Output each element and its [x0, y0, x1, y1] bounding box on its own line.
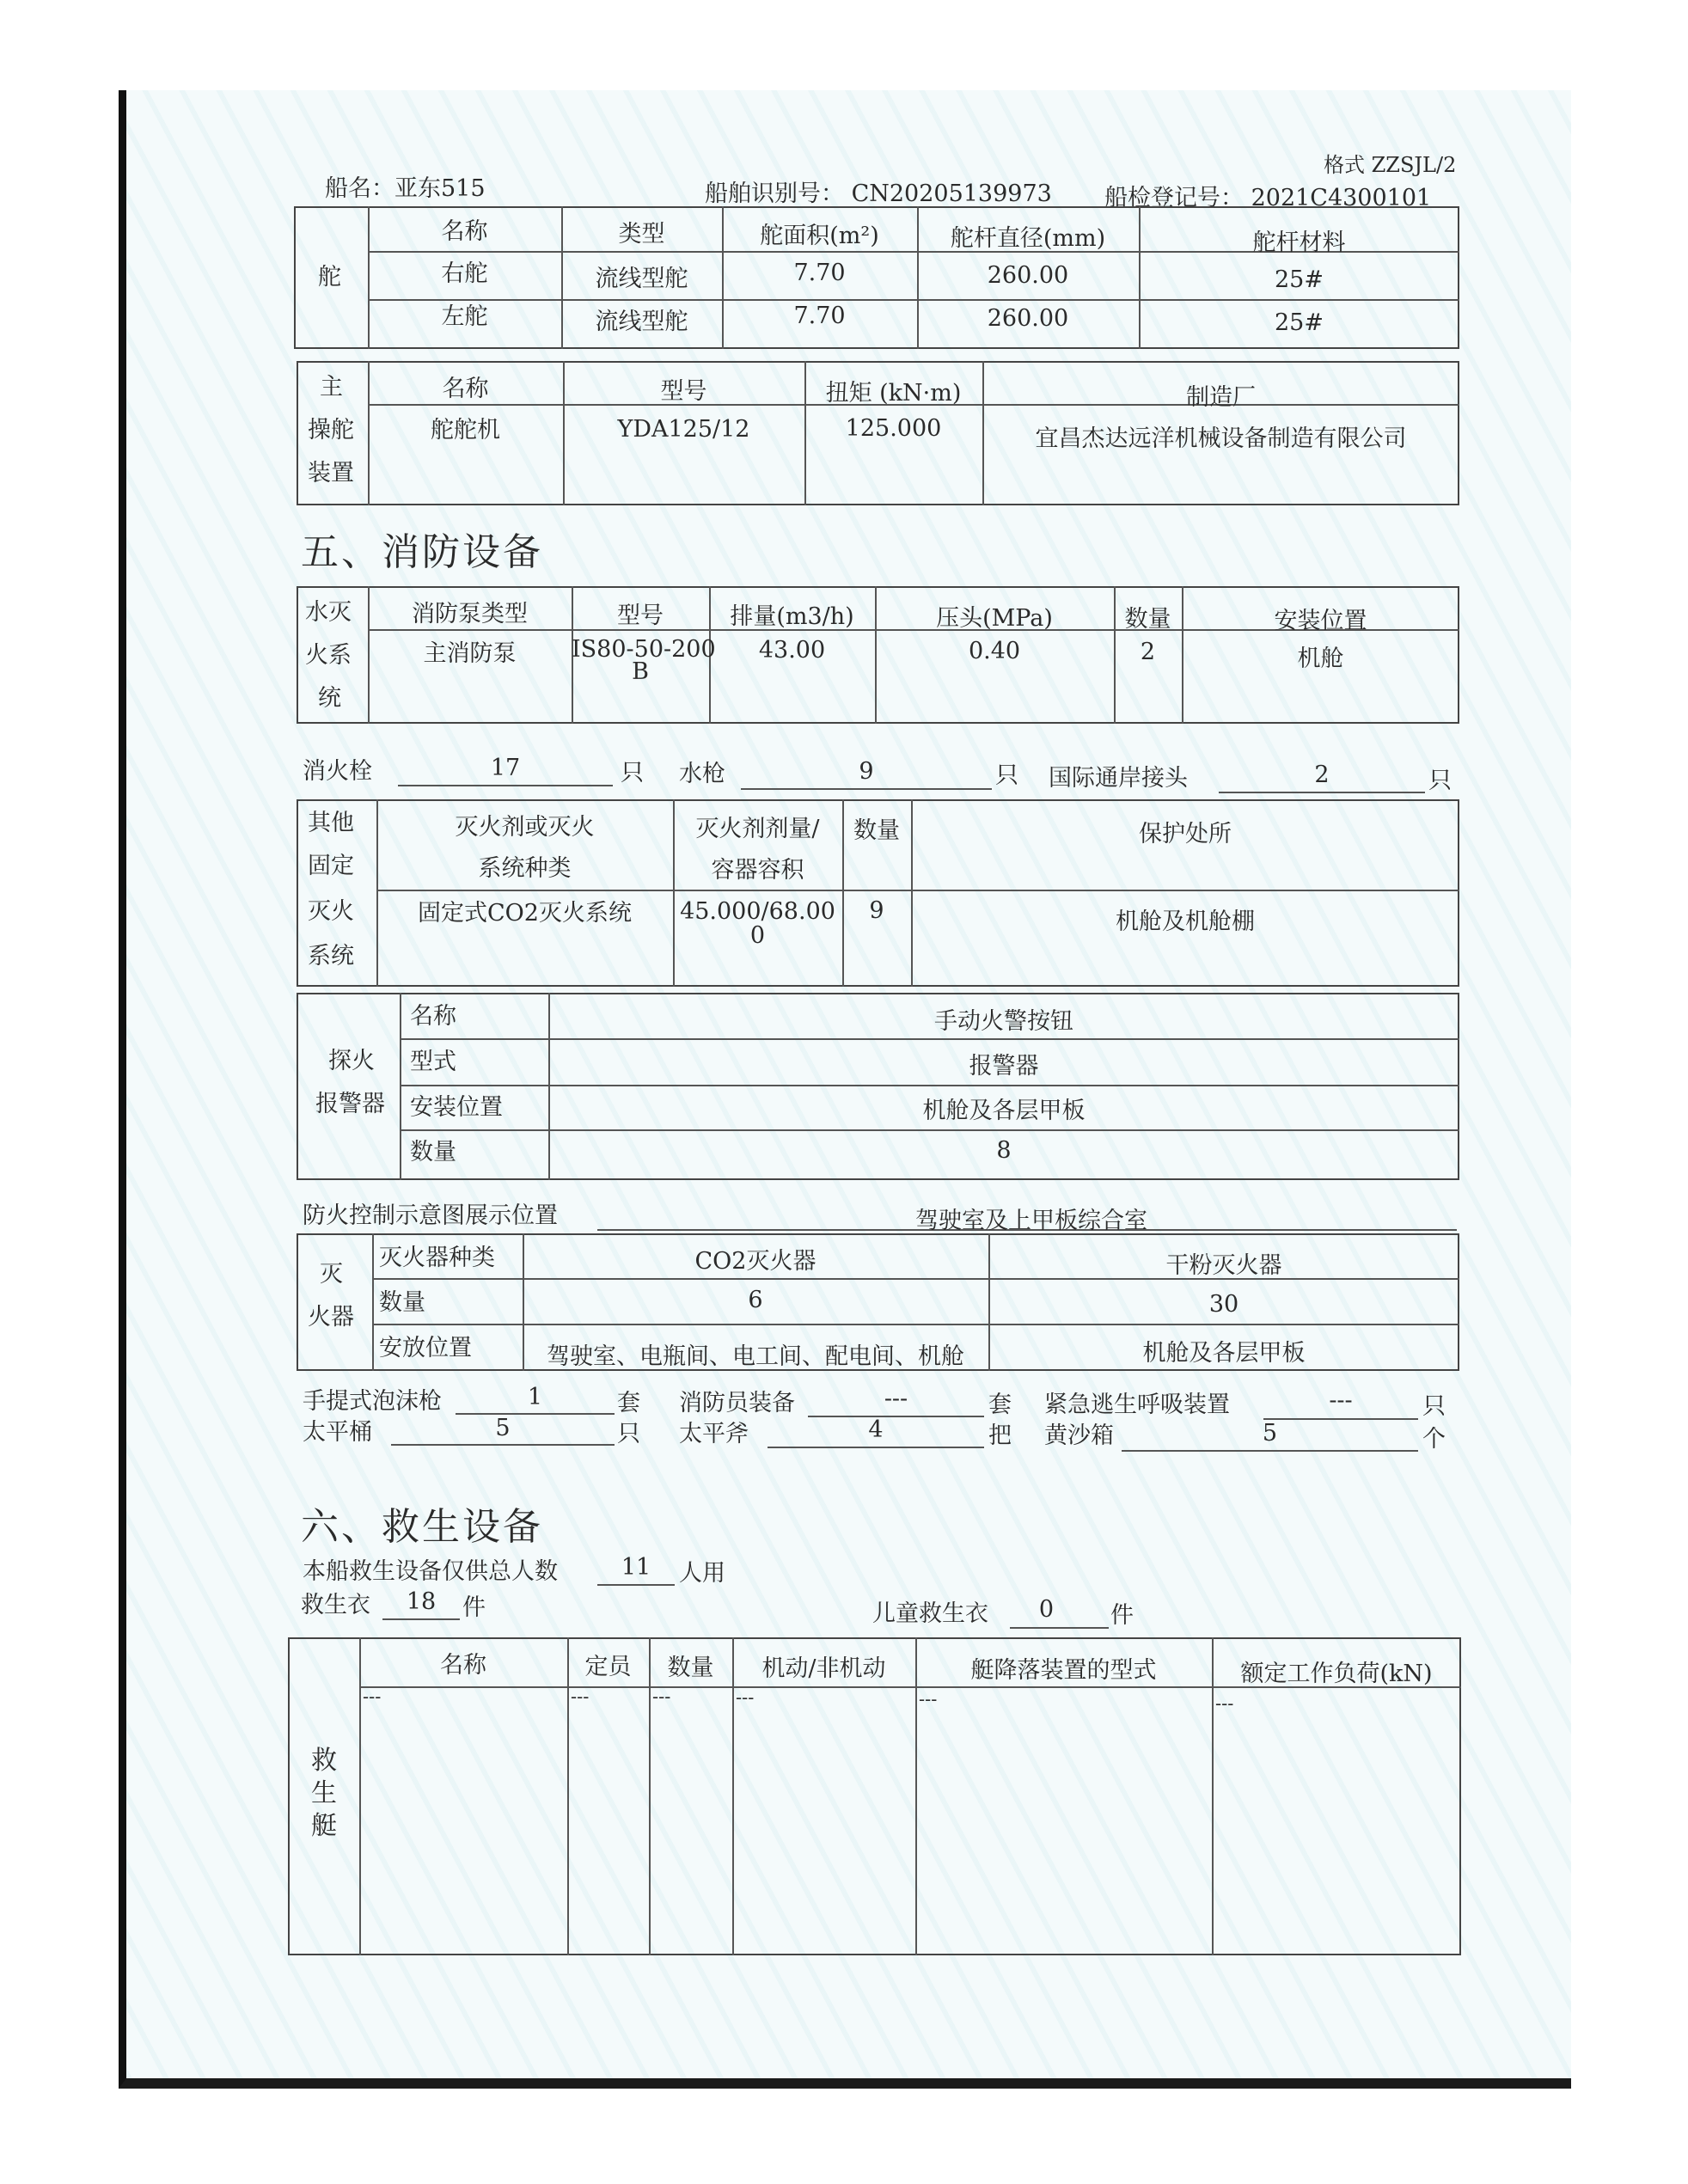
lifeboat-cell: ---	[571, 1686, 590, 1707]
lifeboat-cell: ---	[652, 1686, 671, 1707]
firefighter-outfit-unit: 套	[988, 1392, 1012, 1418]
form-code: 格式 ZZSJL/2	[1324, 153, 1457, 177]
fixed-label: 灭火	[308, 898, 354, 925]
fixed-cell: 机舱及机舱棚	[1116, 908, 1255, 935]
detector-value: 手动火警按钮	[934, 1008, 1073, 1035]
fixed-label: 其他	[308, 810, 354, 836]
lifeboat-cell: ---	[919, 1689, 938, 1710]
lifeboat-header: 机动/非机动	[761, 1655, 886, 1682]
rudder-cell: 流线型舵	[595, 266, 688, 292]
lifeboat-header: 数量	[667, 1655, 714, 1681]
water-label: 水灭	[305, 599, 352, 626]
section-6-title: 六、救生设备	[301, 1505, 543, 1549]
fire-bucket-value: 5	[495, 1415, 511, 1441]
detector-key: 型式	[410, 1049, 456, 1075]
extinguisher-key: 灭火器种类	[379, 1245, 495, 1271]
rudder-cell: 25#	[1275, 309, 1324, 336]
water-gun-label: 水枪	[679, 761, 725, 787]
detector-value: 机舱及各层甲板	[922, 1098, 1086, 1124]
detector-label: 报警器	[315, 1091, 385, 1117]
lifeboat-header: 额定工作负荷(kN)	[1240, 1661, 1433, 1687]
water-header: 型号	[617, 603, 664, 629]
fire-plan-label: 防火控制示意图展示位置	[303, 1202, 558, 1229]
extinguisher-cell: 机舱及各层甲板	[1142, 1340, 1306, 1367]
ship-id: 船舶识别号： CN20205139973	[705, 180, 1052, 207]
extinguisher-cell: 驾驶室、电瓶间、电工间、配电间、机舱	[547, 1343, 964, 1370]
fire-bucket-label: 太平桶	[303, 1419, 372, 1446]
steering-label: 装置	[308, 460, 354, 486]
fixed-header: 灭火剂或灭火	[455, 814, 595, 841]
extinguisher-cell: CO2灭火器	[694, 1248, 816, 1275]
total-persons-unit: 人用	[679, 1560, 725, 1587]
water-gun-value: 9	[859, 758, 874, 785]
water-header: 排量(m3/h)	[730, 603, 854, 630]
water-cell: 0.40	[968, 638, 1021, 664]
total-persons-label: 本船救生设备仅供总人数	[303, 1558, 558, 1585]
extinguisher-key: 安放位置	[379, 1335, 472, 1361]
fixed-header: 系统种类	[478, 855, 572, 882]
steering-cell: YDA125/12	[617, 416, 750, 443]
water-header: 消防泵类型	[412, 601, 528, 627]
ship-name: 船名：亚东515	[325, 175, 486, 202]
child-lifejacket-unit: 件	[1110, 1602, 1134, 1629]
rudder-cell: 260.00	[987, 262, 1069, 289]
shore-connection-label: 国际通岸接头	[1049, 765, 1188, 792]
steering-cell: 125.000	[845, 415, 942, 442]
extinguisher-cell: 30	[1208, 1291, 1239, 1318]
water-header: 安装位置	[1274, 608, 1367, 634]
firefighter-outfit-value: ---	[884, 1386, 908, 1412]
water-label: 火系	[305, 642, 352, 669]
steering-cell: 舵舵机	[431, 417, 500, 444]
sand-box-unit: 个	[1422, 1426, 1446, 1453]
section-5-title: 五、消防设备	[301, 530, 543, 574]
sand-box-value: 5	[1262, 1420, 1278, 1447]
water-cell: 主消防泵	[423, 640, 517, 667]
fire-plan-value: 驾驶室及上甲板综合室	[915, 1208, 1147, 1234]
rudder-cell: 右舵	[441, 260, 488, 287]
detector-value: 8	[996, 1137, 1012, 1164]
extinguisher-label: 火器	[308, 1304, 354, 1331]
lifejacket-unit: 件	[462, 1594, 486, 1621]
rudder-cell: 7.70	[793, 303, 846, 329]
fixed-header: 灭火剂剂量/	[695, 816, 820, 842]
foam-gun-unit: 套	[617, 1390, 640, 1416]
fixed-header: 容器容积	[711, 857, 804, 884]
hydrant-label: 消火栓	[303, 758, 372, 785]
lifejacket-label: 救生衣	[301, 1592, 370, 1618]
eebd-label: 紧急逃生呼吸装置	[1044, 1392, 1230, 1418]
fixed-cell: 9	[869, 897, 884, 924]
extinguisher-cell: 干粉灭火器	[1165, 1252, 1282, 1279]
lifeboat-cell: ---	[1215, 1693, 1234, 1714]
fixed-cell: 固定式CO2灭火系统	[418, 900, 632, 927]
water-cell: 2	[1140, 639, 1156, 665]
fire-axe-value: 4	[868, 1416, 884, 1443]
detector-key: 数量	[410, 1139, 456, 1165]
rudder-header-material: 舵杆材料	[1252, 229, 1346, 256]
eebd-value: ---	[1329, 1387, 1353, 1414]
water-cell: B	[632, 658, 649, 685]
fixed-cell: 45.000/68.00	[680, 898, 835, 925]
steering-cell: 宜昌杰达远洋机械设备制造有限公司	[1035, 425, 1407, 452]
rudder-header-diameter: 舵杆直径(mm)	[950, 225, 1106, 252]
rudder-cell: 260.00	[987, 305, 1069, 332]
fixed-label: 固定	[308, 853, 354, 879]
fixed-header: 保护处所	[1139, 821, 1232, 847]
firefighter-outfit-label: 消防员装备	[679, 1390, 795, 1416]
shore-connection-unit: 只	[1428, 768, 1452, 794]
lifeboat-cell: ---	[736, 1687, 755, 1708]
sand-box-label: 黄沙箱	[1044, 1422, 1114, 1449]
extinguisher-label: 灭	[320, 1261, 343, 1288]
hydrant-value: 17	[490, 755, 521, 781]
registration-number: 船检登记号： 2021C4300101	[1104, 185, 1432, 211]
child-lifejacket-label: 儿童救生衣	[872, 1600, 988, 1627]
fixed-cell: 0	[749, 922, 766, 949]
rudder-header-type: 类型	[618, 221, 665, 248]
rudder-header-area: 舵面积(m²)	[760, 223, 879, 249]
detector-key: 名称	[410, 1003, 456, 1030]
extinguisher-cell: 6	[748, 1287, 763, 1313]
steering-label: 主	[320, 374, 343, 401]
water-label: 统	[318, 685, 341, 712]
lifeboat-label: 救 生 艇	[311, 1746, 337, 1841]
steering-header: 扭矩 (kN·m)	[825, 380, 962, 407]
water-cell: 43.00	[758, 637, 826, 664]
total-persons-value: 11	[621, 1554, 651, 1581]
steering-header: 名称	[442, 376, 489, 402]
foam-gun-value: 1	[527, 1384, 543, 1410]
lifeboat-cell: ---	[363, 1686, 382, 1707]
rudder-cell: 7.70	[793, 260, 846, 286]
water-cell: 机舱	[1297, 645, 1344, 672]
steering-label: 操舵	[308, 417, 354, 444]
steering-header: 型号	[660, 378, 707, 405]
water-cell: IS80-50-200	[572, 636, 716, 663]
fixed-label: 系统	[308, 943, 354, 970]
rudder-cell: 25#	[1275, 266, 1324, 293]
fire-axe-unit: 把	[988, 1422, 1012, 1449]
detector-label: 探火	[328, 1048, 375, 1074]
rudder-label: 舵	[318, 264, 341, 291]
hydrant-unit: 只	[621, 760, 644, 786]
detector-value: 报警器	[969, 1053, 1039, 1080]
rudder-cell: 流线型舵	[595, 309, 688, 335]
steering-header: 制造厂	[1186, 384, 1256, 411]
fire-bucket-unit: 只	[617, 1421, 640, 1447]
lifejacket-value: 18	[406, 1588, 437, 1615]
lifeboat-header: 艇降落装置的型式	[970, 1657, 1157, 1684]
rudder-cell: 左舵	[441, 303, 488, 330]
water-gun-unit: 只	[995, 762, 1018, 789]
foam-gun-label: 手提式泡沫枪	[303, 1388, 442, 1415]
water-header: 数量	[1124, 606, 1171, 633]
shore-connection-value: 2	[1314, 762, 1330, 788]
water-header: 压头(MPa)	[936, 605, 1053, 632]
child-lifejacket-value: 0	[1038, 1596, 1055, 1623]
lifeboat-header: 名称	[440, 1652, 486, 1679]
fire-axe-label: 太平斧	[679, 1421, 749, 1447]
detector-key: 安装位置	[410, 1094, 503, 1121]
fixed-header: 数量	[853, 817, 900, 844]
rudder-header-name: 名称	[441, 218, 488, 245]
eebd-unit: 只	[1422, 1393, 1446, 1420]
extinguisher-key: 数量	[379, 1289, 425, 1316]
lifeboat-header: 定员	[584, 1654, 632, 1680]
